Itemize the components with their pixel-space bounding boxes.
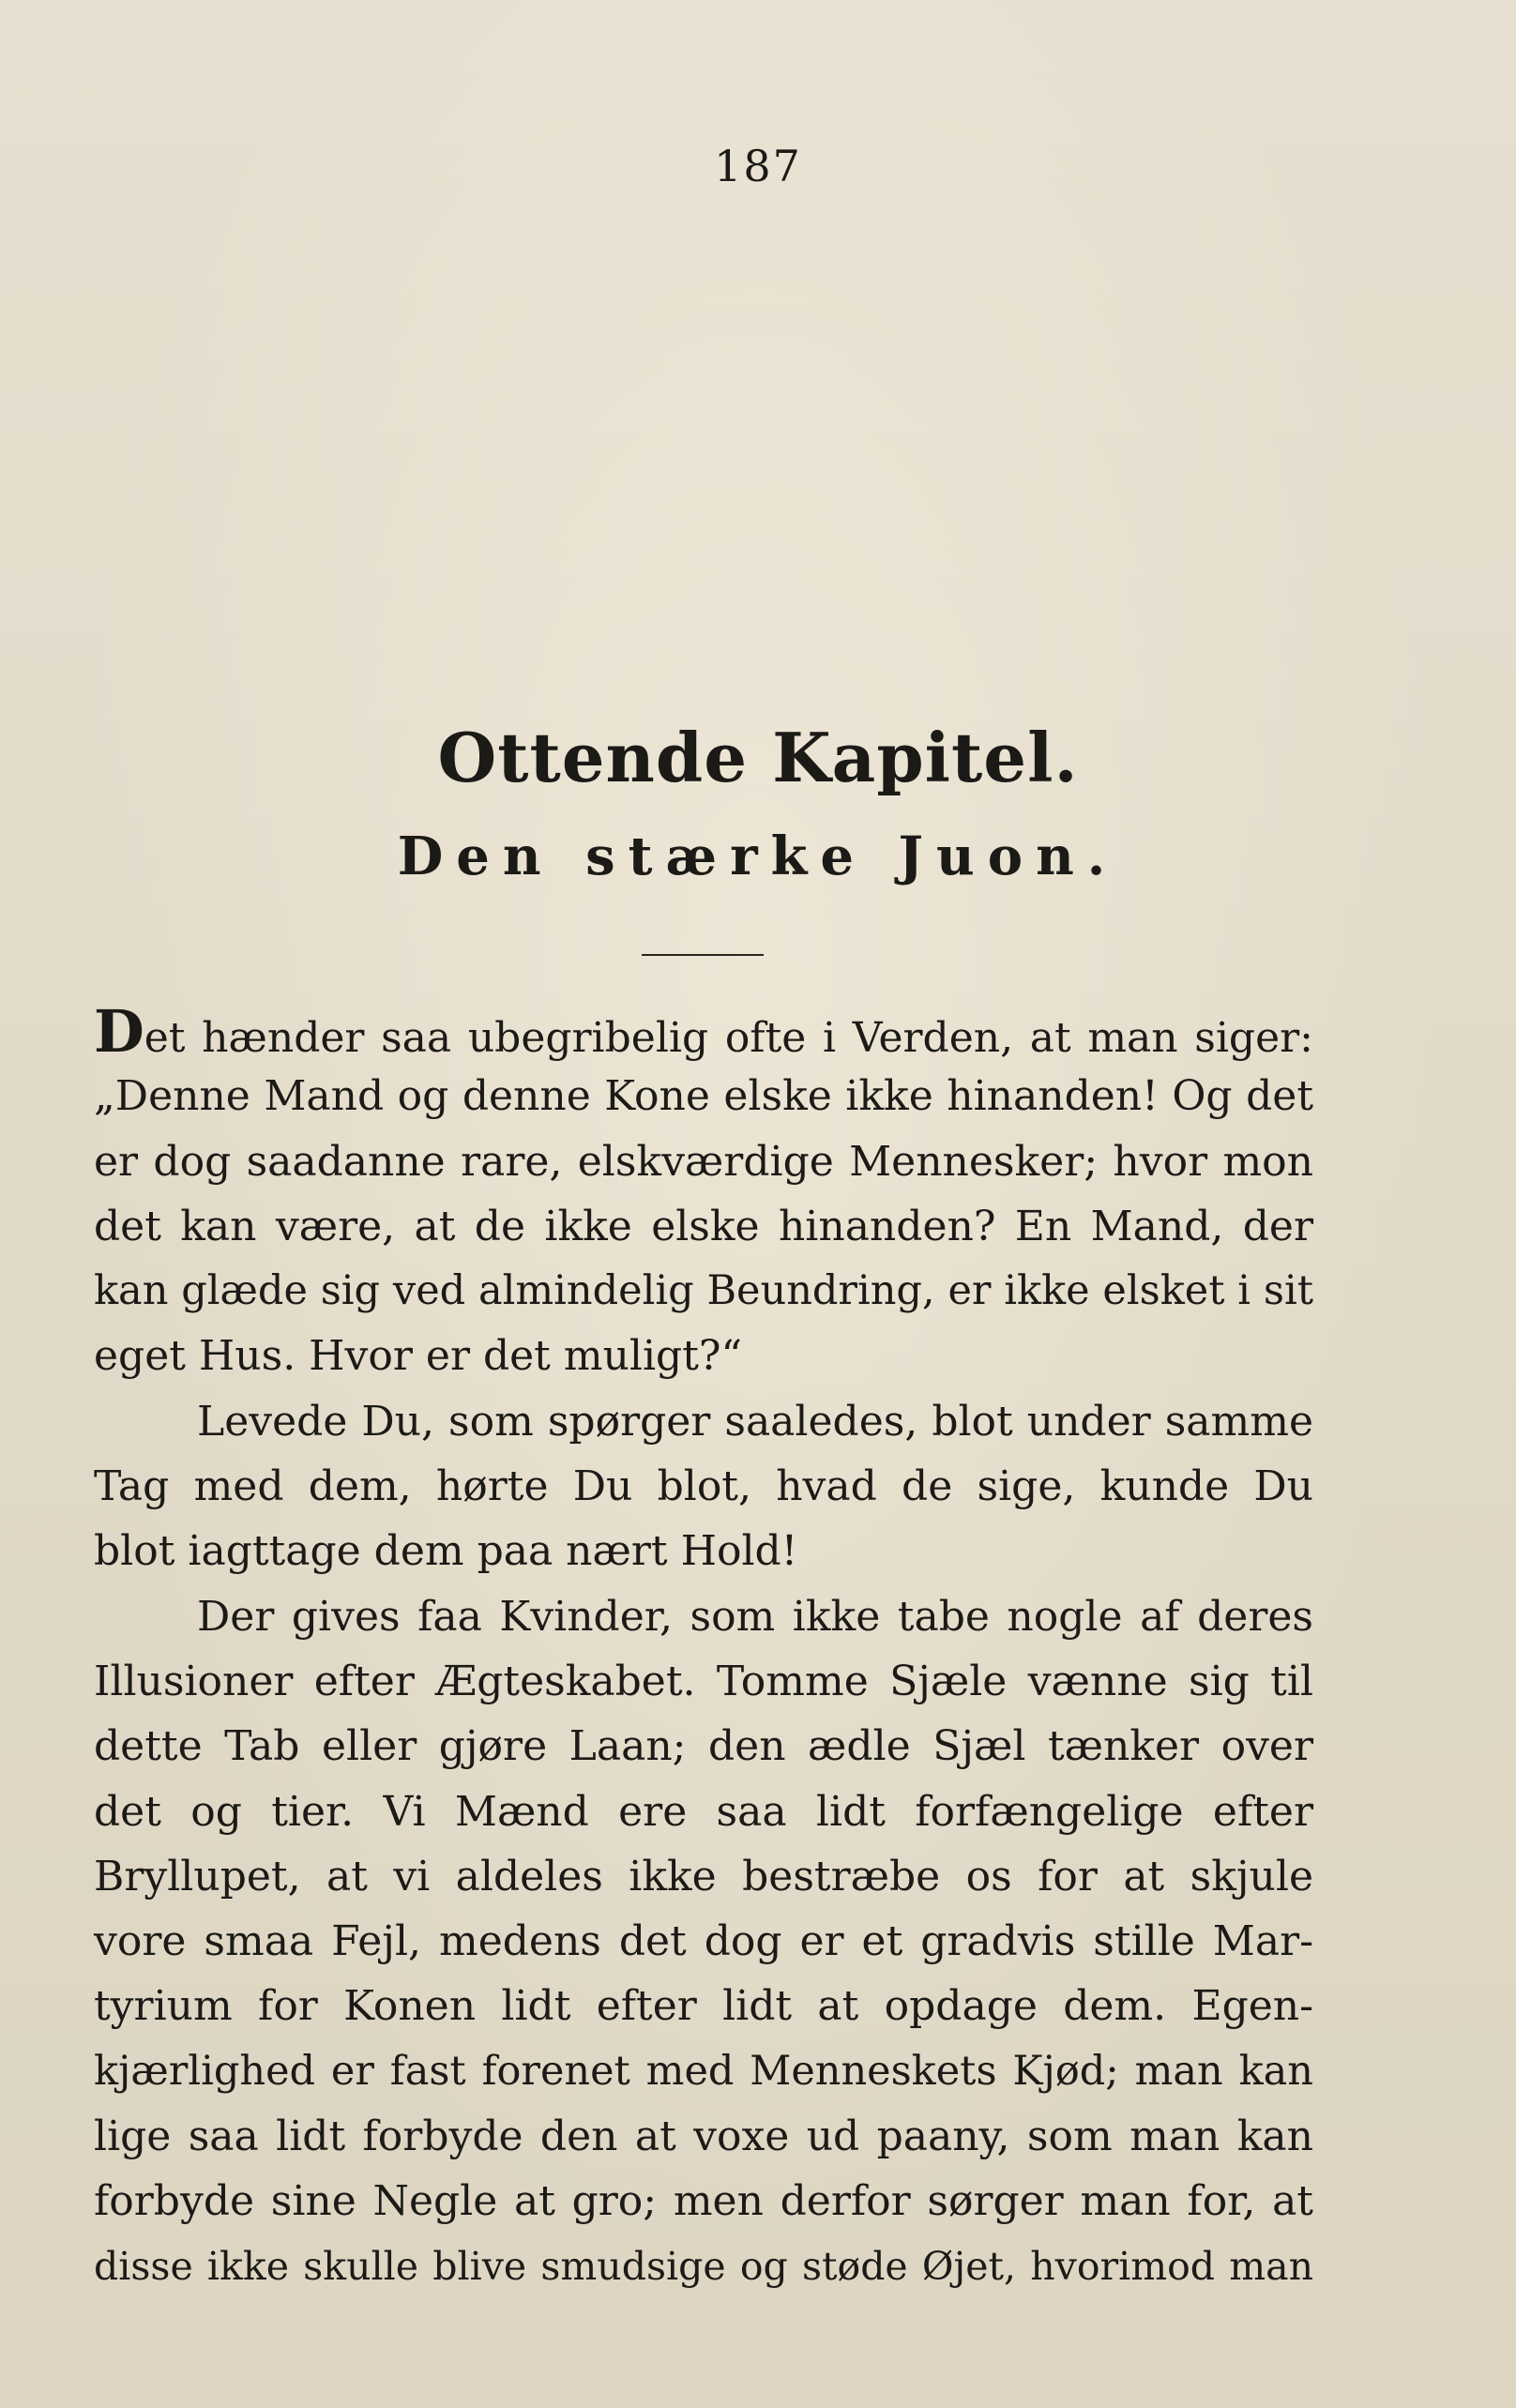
text-line-content: eget Hus. Hvor er det muligt?“ <box>94 1332 742 1381</box>
text-line-content: blot iagttage dem paa nært Hold! <box>94 1527 798 1576</box>
text-line-content: forbyde sine Negle at gro; men derfor sørger man for, at <box>94 2177 1313 2226</box>
text-line <box>94 1649 1313 1714</box>
text-line-content: Illusioner efter Ægteskabet. Tomme Sjæle vænne sig til <box>94 1657 1313 1705</box>
text-line-content: Bryllupet, at vi aldeles ikke bestræbe os for at skjule <box>94 1852 1313 1901</box>
text-line <box>94 1714 1313 1779</box>
text-line-content: dette Tab eller gjøre Laan; den ædle Sjæl tænker over <box>94 1722 1313 1771</box>
text-line <box>94 1844 1313 1909</box>
text-line <box>94 1194 1313 1259</box>
title-divider <box>642 954 764 956</box>
text-line-content: Levede Du, som spørger saaledes, blot under samme <box>197 1397 1313 1446</box>
text-line-content: Tag med dem, hørte Du blot, hvad de sige, kunde Du <box>94 1462 1313 1511</box>
text-line-content: er dog saadanne rare, elskværdige Mennesker; hvor mon <box>94 1137 1313 1186</box>
text-line <box>94 1519 1313 1583</box>
text-line-content: disse ikke skulle blive smudsige og støde Øjet, hvorimod man <box>94 2243 1313 2289</box>
text-line <box>94 1064 1313 1128</box>
text-line <box>94 999 1313 1064</box>
chapter-subtitle: Den stærke Juon. <box>397 825 1119 887</box>
body-text <box>94 999 1313 2299</box>
text-line-content: tyrium for Konen lidt efter lidt at opdage dem. Egen- <box>94 1982 1313 2031</box>
text-line <box>94 2169 1313 2234</box>
text-line <box>94 1324 1313 1388</box>
text-line <box>94 1974 1313 2038</box>
text-line-content: kjærlighed er fast forenet med Menneskets Kjød; man kan <box>94 2047 1313 2095</box>
text-line <box>94 2039 1313 2104</box>
text-line <box>94 1584 1313 1649</box>
text-line-content: Der gives faa Kvinder, som ikke tabe nogle af deres <box>197 1592 1313 1641</box>
text-line <box>94 1454 1313 1519</box>
text-line <box>94 2104 1313 2169</box>
text-line-content: vore smaa Fejl, medens det dog er et gradvis stille Mar- <box>94 1917 1313 1966</box>
text-line <box>94 2234 1313 2299</box>
text-line <box>94 1779 1313 1844</box>
drop-cap: D <box>94 997 144 1066</box>
text-line <box>94 1389 1313 1454</box>
text-line-content: „Denne Mand og denne Kone elske ikke hinanden! Og det <box>94 1072 1313 1121</box>
text-line <box>94 1909 1313 1974</box>
text-line-content: et hænder saa ubegribelig ofte i Verden, at man siger: <box>144 1014 1313 1062</box>
chapter-title: Ottende Kapitel. <box>437 718 1079 797</box>
text-line <box>94 1129 1313 1194</box>
text-line-content: det kan være, at de ikke elske hinanden? En Mand, der <box>94 1202 1313 1250</box>
text-line-content: det og tier. Vi Mænd ere saa lidt forfængelige efter <box>94 1787 1313 1836</box>
page-number: 187 <box>714 141 802 191</box>
text-line <box>94 1259 1313 1324</box>
text-line-content: lige saa lidt forbyde den at voxe ud paany, som man kan <box>94 2113 1313 2161</box>
text-line-content: kan glæde sig ved almindelig Beundring, er ikke elsket i sit <box>94 1267 1313 1315</box>
